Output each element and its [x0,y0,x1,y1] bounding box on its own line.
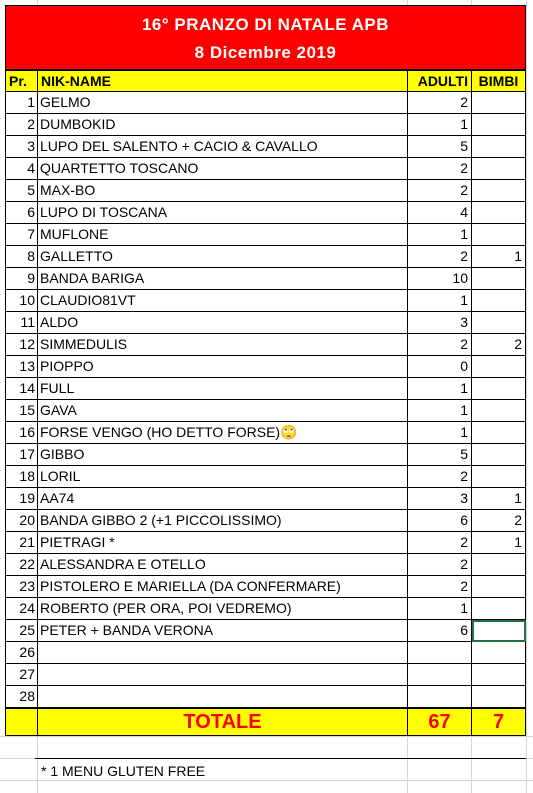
table-row [5,576,526,598]
adulti-cell[interactable]: 1 [408,378,472,400]
bimbi-cell[interactable] [472,422,526,444]
event-date: 8 Dicembre 2019 [194,43,337,62]
header-bimbi[interactable]: BIMBI [471,70,526,92]
nik-name-cell[interactable]: AA74 [38,488,408,510]
nik-name-cell[interactable] [38,642,408,664]
nik-name-cell[interactable]: PIOPPO [38,356,408,378]
bimbi-cell[interactable]: 1 [472,532,526,554]
table-row [5,510,526,532]
adulti-cell[interactable]: 5 [408,136,472,158]
row-number[interactable]: 18 [5,466,38,488]
nik-name-cell[interactable]: LUPO DEL SALENTO + CACIO & CAVALLO [38,136,408,158]
adulti-cell[interactable] [408,686,472,708]
table-row [5,312,526,334]
nik-name-cell[interactable]: FULL [38,378,408,400]
header-adulti[interactable]: ADULTI [407,70,472,92]
adulti-cell[interactable]: 1 [408,224,472,246]
bimbi-cell[interactable] [472,400,526,422]
nik-name-cell[interactable]: BANDA BARIGA [38,268,408,290]
header-pr[interactable]: Pr. [5,70,38,92]
table-row [5,334,526,356]
row-number[interactable]: 7 [5,224,38,246]
table-row [5,224,526,246]
adulti-cell[interactable]: 2 [408,180,472,202]
adulti-cell[interactable]: 2 [408,158,472,180]
nik-name-cell[interactable]: BANDA GIBBO 2 (+1 PICCOLISSIMO) [38,510,408,532]
bimbi-cell[interactable] [472,444,526,466]
nik-name-cell[interactable]: CLAUDIO81VT [38,290,408,312]
row-number[interactable]: 21 [5,532,38,554]
nik-name-cell[interactable]: LORIL [38,466,408,488]
row-number[interactable]: 8 [5,246,38,268]
table-row [5,620,526,642]
grid-row-line [0,736,533,737]
bimbi-cell[interactable] [472,92,526,114]
bimbi-cell[interactable]: 2 [472,510,526,532]
nik-name-cell[interactable]: FORSE VENGO (HO DETTO FORSE)🙄 [38,422,408,444]
adulti-cell[interactable]: 2 [408,576,472,598]
participant-table [5,92,526,708]
row-number[interactable]: 12 [5,334,38,356]
footnote-text: * 1 MENU GLUTEN FREE [41,763,206,779]
bimbi-cell[interactable] [472,554,526,576]
row-number[interactable]: 4 [5,158,38,180]
adulti-cell[interactable]: 4 [408,202,472,224]
table-row [5,114,526,136]
bimbi-cell[interactable] [472,598,526,620]
row-number[interactable]: 24 [5,598,38,620]
nik-name-cell[interactable]: MAX-BO [38,180,408,202]
bimbi-cell[interactable] [472,466,526,488]
header-nik-name[interactable]: NIK-NAME [37,70,408,92]
table-row [5,444,526,466]
table-row [5,356,526,378]
nik-name-cell[interactable]: ROBERTO (PER ORA, POI VEDREMO) [38,598,408,620]
table-row [5,400,526,422]
adulti-cell[interactable]: 1 [408,400,472,422]
row-number[interactable]: 10 [5,290,38,312]
table-row [5,488,526,510]
nik-name-cell[interactable]: MUFLONE [38,224,408,246]
nik-name-cell[interactable]: GELMO [38,92,408,114]
table-row [5,136,526,158]
row-number[interactable]: 14 [5,378,38,400]
table-row [5,180,526,202]
table-row [5,466,526,488]
bimbi-cell[interactable]: 1 [472,246,526,268]
row-number[interactable]: 17 [5,444,38,466]
adulti-cell[interactable]: 2 [408,466,472,488]
bimbi-cell[interactable] [472,642,526,664]
table-row [5,554,526,576]
row-number[interactable]: 6 [5,202,38,224]
row-number[interactable]: 23 [5,576,38,598]
adulti-cell[interactable]: 6 [408,510,472,532]
bimbi-cell[interactable] [472,290,526,312]
row-number[interactable]: 20 [5,510,38,532]
row-number[interactable]: 16 [5,422,38,444]
bimbi-cell[interactable] [472,356,526,378]
adulti-cell[interactable] [408,664,472,686]
footnote-cell[interactable] [35,758,526,788]
adulti-cell[interactable]: 1 [408,114,472,136]
nik-name-cell[interactable]: ALDO [38,312,408,334]
table-row [5,290,526,312]
grid-column-line [526,0,527,793]
row-number[interactable]: 9 [5,268,38,290]
bimbi-cell[interactable] [472,180,526,202]
adulti-cell[interactable]: 1 [408,290,472,312]
nik-name-cell[interactable]: GALLETTO [38,246,408,268]
title-banner[interactable] [5,5,526,70]
bimbi-cell[interactable] [472,620,526,642]
adulti-cell[interactable]: 6 [408,620,472,642]
totals-adulti[interactable]: 67 [407,708,472,736]
bimbi-cell[interactable] [472,268,526,290]
table-row [5,202,526,224]
adulti-cell[interactable]: 3 [408,312,472,334]
nik-name-cell[interactable]: QUARTETTO TOSCANO [38,158,408,180]
row-number[interactable]: 25 [5,620,38,642]
table-row [5,642,526,664]
table-row [5,268,526,290]
table-row [5,378,526,400]
adulti-cell[interactable]: 2 [408,334,472,356]
event-title: 16° PRANZO DI NATALE APB [141,15,390,34]
bimbi-cell[interactable] [472,202,526,224]
bimbi-cell[interactable]: 2 [472,334,526,356]
adulti-cell[interactable]: 2 [408,246,472,268]
nik-name-cell[interactable]: ALESSANDRA E OTELLO [38,554,408,576]
adulti-cell[interactable]: 0 [408,356,472,378]
nik-name-cell[interactable] [38,664,408,686]
table-row [5,686,526,708]
row-number[interactable]: 1 [5,92,38,114]
bimbi-cell[interactable] [472,158,526,180]
adulti-cell[interactable]: 10 [408,268,472,290]
adulti-cell[interactable]: 1 [408,598,472,620]
nik-name-cell[interactable]: PISTOLERO E MARIELLA (DA CONFERMARE) [38,576,408,598]
nik-name-cell[interactable]: SIMMEDULIS [38,334,408,356]
row-number[interactable]: 11 [5,312,38,334]
table-row [5,664,526,686]
nik-name-cell[interactable] [38,686,408,708]
adulti-cell[interactable] [408,642,472,664]
bimbi-cell[interactable] [472,378,526,400]
totals-pr-cell[interactable] [5,708,38,736]
nik-name-cell[interactable]: GIBBO [38,444,408,466]
adulti-cell[interactable]: 2 [408,532,472,554]
adulti-cell[interactable]: 1 [408,422,472,444]
totals-row [5,708,526,736]
row-number[interactable]: 13 [5,356,38,378]
nik-name-cell[interactable]: LUPO DI TOSCANA [38,202,408,224]
bimbi-cell[interactable]: 1 [472,488,526,510]
row-number[interactable]: 26 [5,642,38,664]
table-row [5,532,526,554]
nik-name-cell[interactable]: GAVA [38,400,408,422]
bimbi-cell[interactable] [472,686,526,708]
table-row [5,246,526,268]
totals-label[interactable]: TOTALE [37,708,408,736]
bimbi-cell[interactable] [472,224,526,246]
row-number[interactable]: 5 [5,180,38,202]
table-row [5,598,526,620]
table-row [5,158,526,180]
row-number[interactable]: 19 [5,488,38,510]
bimbi-cell[interactable] [472,664,526,686]
nik-name-cell[interactable]: PETER + BANDA VERONA [38,620,408,642]
adulti-cell[interactable]: 2 [408,92,472,114]
adulti-cell[interactable]: 5 [408,444,472,466]
bimbi-cell[interactable] [472,114,526,136]
row-number[interactable]: 28 [5,686,38,708]
table-row [5,422,526,444]
adulti-cell[interactable]: 3 [408,488,472,510]
bimbi-cell[interactable] [472,576,526,598]
adulti-cell[interactable]: 2 [408,554,472,576]
totals-bimbi[interactable]: 7 [471,708,526,736]
table-row [5,92,526,114]
row-number[interactable]: 3 [5,136,38,158]
nik-name-cell[interactable]: DUMBOKID [38,114,408,136]
row-number[interactable]: 22 [5,554,38,576]
row-number[interactable]: 27 [5,664,38,686]
bimbi-cell[interactable] [472,312,526,334]
row-number[interactable]: 2 [5,114,38,136]
nik-name-cell[interactable]: PIETRAGI * [38,532,408,554]
bimbi-cell[interactable] [472,136,526,158]
row-number[interactable]: 15 [5,400,38,422]
